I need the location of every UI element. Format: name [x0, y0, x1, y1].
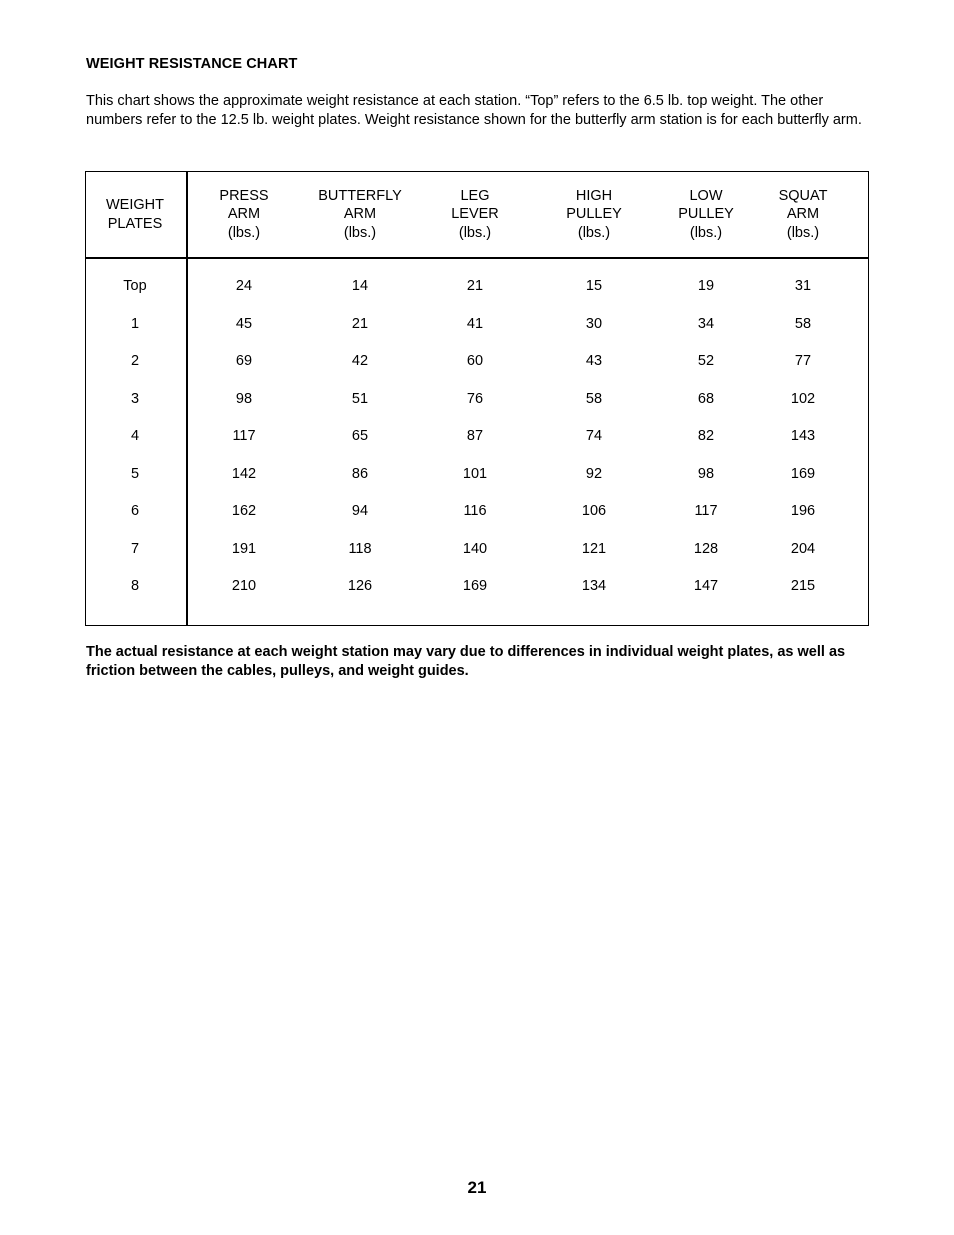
column-divider: [186, 172, 188, 625]
column-header-low-pulley: [678, 172, 734, 257]
column-header-line: BUTTERFLY: [318, 187, 402, 204]
table-cell-leg-lever: 116: [463, 503, 487, 519]
table-cell-leg-lever: 41: [466, 315, 484, 332]
column-header-line: LOW: [689, 187, 723, 204]
table-cell-leg-lever: 87: [466, 428, 484, 444]
column-header-line: (lbs.): [227, 224, 261, 241]
column-header-line: LEG: [460, 187, 490, 204]
table-cell-low-pulley: 68: [697, 390, 715, 407]
table-cell-leg-lever: 60: [466, 353, 484, 369]
column-header-line: (lbs.): [577, 224, 611, 241]
row-label: 6: [130, 503, 140, 519]
column-header-press-arm: [219, 172, 268, 257]
column-header-line: ARM: [343, 206, 377, 223]
column-header-line: ARM: [227, 206, 261, 223]
table-cell-low-pulley: 19: [697, 278, 715, 294]
table-cell-squat-arm: 196: [790, 503, 816, 519]
table-cell-press-arm: 162: [231, 503, 257, 519]
table-cell-butterfly-arm: 86: [351, 465, 369, 482]
row-label: 7: [130, 540, 140, 557]
table-cell-squat-arm: 204: [790, 540, 816, 557]
table-cell-press-arm: 142: [231, 465, 257, 482]
table-cell-squat-arm: 58: [794, 315, 812, 332]
table-cell-squat-arm: 169: [790, 465, 816, 482]
table-cell-low-pulley: 117: [694, 503, 718, 519]
table-cell-butterfly-arm: 21: [351, 315, 369, 332]
table-cell-high-pulley: 30: [585, 315, 603, 332]
table-cell-butterfly-arm: 126: [347, 578, 373, 594]
table-cell-high-pulley: 74: [585, 428, 603, 444]
table-cell-leg-lever: 76: [466, 390, 484, 407]
column-header-line: LEVER: [451, 206, 499, 223]
column-header-line: (lbs.): [786, 224, 820, 241]
table-cell-squat-arm: 215: [790, 578, 816, 594]
table-cell-low-pulley: 82: [697, 428, 715, 444]
row-label: 5: [130, 465, 140, 482]
table-cell-high-pulley: 121: [581, 540, 607, 557]
column-header-line: ARM: [786, 206, 820, 223]
header-divider: [86, 257, 868, 259]
table-cell-high-pulley: 43: [585, 353, 603, 369]
table-cell-squat-arm: 31: [794, 278, 812, 294]
column-header-high-pulley: [566, 172, 622, 257]
column-header-line: PLATES: [107, 215, 163, 232]
chart-heading: WEIGHT RESISTANCE CHART: [86, 56, 298, 72]
table-cell-squat-arm: 102: [790, 390, 816, 407]
table-cell-leg-lever: 21: [466, 278, 484, 294]
table-cell-press-arm: 98: [235, 390, 253, 407]
table-cell-leg-lever: 140: [462, 540, 488, 557]
column-header-line: PULLEY: [678, 206, 734, 223]
row-label: 2: [130, 353, 140, 369]
table-cell-press-arm: 45: [235, 315, 253, 332]
table-cell-butterfly-arm: 65: [351, 428, 369, 444]
table-cell-low-pulley: 128: [693, 540, 719, 557]
weight-resistance-table: [85, 171, 869, 626]
page-number: 21: [467, 1178, 487, 1197]
column-header-line: (lbs.): [343, 224, 377, 241]
intro-paragraph: This chart shows the approximate weight resistance at each station. “Top” refers to the 6.5 lb. top weight. The other numbers refer to the 12.5 lb. weight plates. Weight resistance shown for the butterfly arm station is for each butterfly arm.: [86, 93, 862, 128]
table-cell-press-arm: 69: [235, 353, 253, 369]
table-cell-squat-arm: 77: [794, 353, 812, 369]
column-header-weight-plates: [106, 172, 164, 257]
table-cell-low-pulley: 34: [697, 315, 715, 332]
table-cell-press-arm: 210: [231, 578, 257, 594]
row-label: 3: [130, 390, 140, 407]
column-header-line: (lbs.): [458, 224, 492, 241]
table-cell-leg-lever: 101: [462, 465, 488, 482]
table-cell-press-arm: 191: [231, 540, 257, 557]
table-cell-butterfly-arm: 94: [351, 503, 369, 519]
table-cell-butterfly-arm: 42: [351, 353, 369, 369]
table-cell-low-pulley: 147: [693, 578, 719, 594]
table-cell-butterfly-arm: 14: [351, 278, 369, 294]
resistance-footnote: The actual resistance at each weight station may vary due to differences in individual weight plates, as well as friction between the cables, pulleys, and weight guides.: [86, 644, 846, 679]
table-cell-squat-arm: 143: [790, 428, 816, 444]
column-header-line: PULLEY: [566, 206, 622, 223]
column-header-line: SQUAT: [778, 187, 828, 204]
table-cell-low-pulley: 52: [697, 353, 715, 369]
table-cell-press-arm: 117: [232, 428, 256, 444]
column-header-line: (lbs.): [689, 224, 723, 241]
table-cell-high-pulley: 92: [585, 465, 603, 482]
row-label: 4: [130, 428, 140, 444]
table-cell-butterfly-arm: 51: [351, 390, 369, 407]
table-cell-low-pulley: 98: [697, 465, 715, 482]
column-header-line: PRESS: [219, 187, 269, 204]
row-label: 8: [130, 578, 140, 594]
column-header-line: HIGH: [575, 187, 613, 204]
table-cell-high-pulley: 15: [585, 278, 603, 294]
table-cell-butterfly-arm: 118: [348, 540, 372, 557]
row-label: 1: [130, 315, 140, 332]
table-cell-high-pulley: 58: [585, 390, 603, 407]
column-header-leg-lever: [451, 172, 499, 257]
column-header-line: WEIGHT: [106, 197, 164, 213]
table-cell-leg-lever: 169: [462, 578, 488, 594]
table-cell-high-pulley: 106: [581, 503, 607, 519]
column-header-butterfly-arm: [318, 172, 402, 257]
column-header-squat-arm: [779, 172, 828, 257]
table-cell-press-arm: 24: [235, 278, 253, 294]
row-label: Top: [123, 278, 147, 294]
table-cell-high-pulley: 134: [581, 578, 607, 594]
